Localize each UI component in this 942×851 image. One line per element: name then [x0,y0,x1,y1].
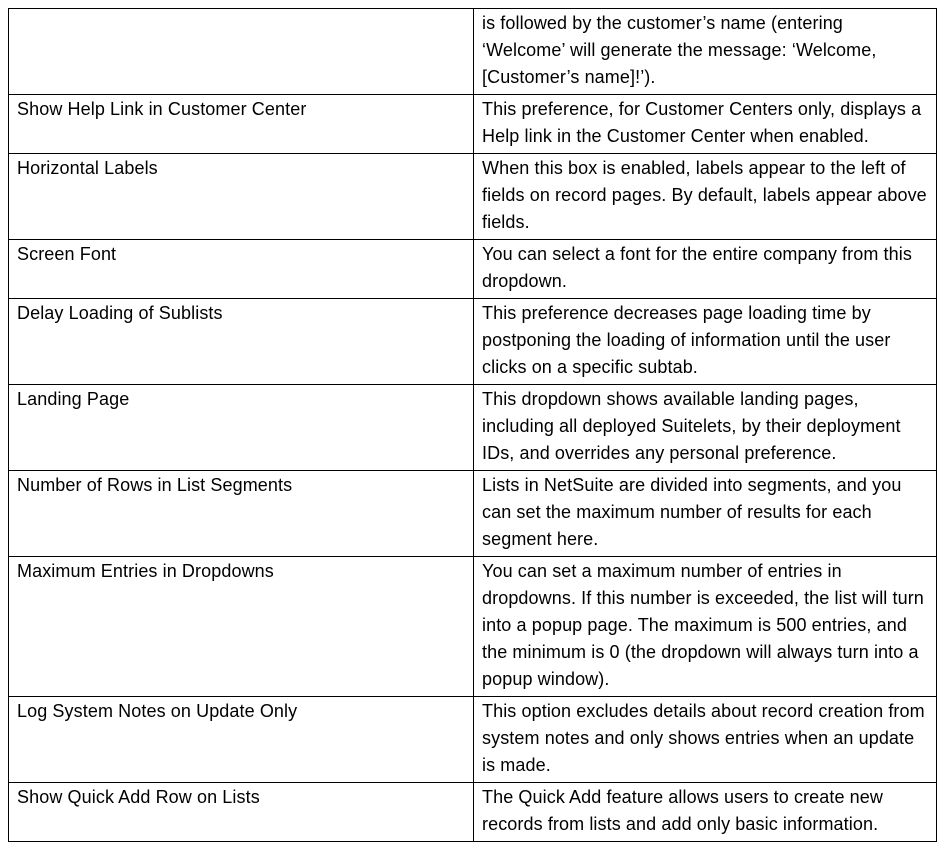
table-row [9,471,937,557]
setting-description-cell: This preference, for Customer Centers only, displays a Help link in the Customer Center when enabled. [474,95,937,154]
setting-description-cell: Lists in NetSuite are divided into segments, and you can set the maximum number of results for each segment here. [474,471,937,557]
setting-name-cell: Landing Page [9,385,474,471]
table-row [9,557,937,697]
table-row [9,240,937,299]
setting-description-cell: You can select a font for the entire company from this dropdown. [474,240,937,299]
setting-name-cell: Number of Rows in List Segments [9,471,474,557]
table-row [9,783,937,842]
setting-name-cell: Screen Font [9,240,474,299]
setting-description-cell: When this box is enabled, labels appear to the left of fields on record pages. By default, labels appear above fields. [474,154,937,240]
setting-name-cell: Show Help Link in Customer Center [9,95,474,154]
setting-name-cell: Log System Notes on Update Only [9,697,474,783]
setting-name-cell: Maximum Entries in Dropdowns [9,557,474,697]
table-row [9,154,937,240]
setting-description-cell: You can set a maximum number of entries in dropdowns. If this number is exceeded, the list will turn into a popup page. The maximum is 500 entries, and the minimum is 0 (the dropdown will always turn into a popup window). [474,557,937,697]
preferences-table [8,8,937,842]
setting-description-cell: is followed by the customer’s name (entering ‘Welcome’ will generate the message: ‘Welcome, [Customer’s name]!’). [474,9,937,95]
table-row [9,9,937,95]
setting-name-cell: Delay Loading of Sublists [9,299,474,385]
setting-description-cell: This option excludes details about record creation from system notes and only shows entries when an update is made. [474,697,937,783]
table-row [9,385,937,471]
table-row [9,299,937,385]
table-row [9,697,937,783]
setting-name-cell: Show Quick Add Row on Lists [9,783,474,842]
setting-name-cell [9,9,474,95]
table-row [9,95,937,154]
setting-description-cell: The Quick Add feature allows users to create new records from lists and add only basic information. [474,783,937,842]
setting-description-cell: This dropdown shows available landing pages, including all deployed Suitelets, by their deployment IDs, and overrides any personal preference. [474,385,937,471]
setting-description-cell: This preference decreases page loading time by postponing the loading of information until the user clicks on a specific subtab. [474,299,937,385]
setting-name-cell: Horizontal Labels [9,154,474,240]
